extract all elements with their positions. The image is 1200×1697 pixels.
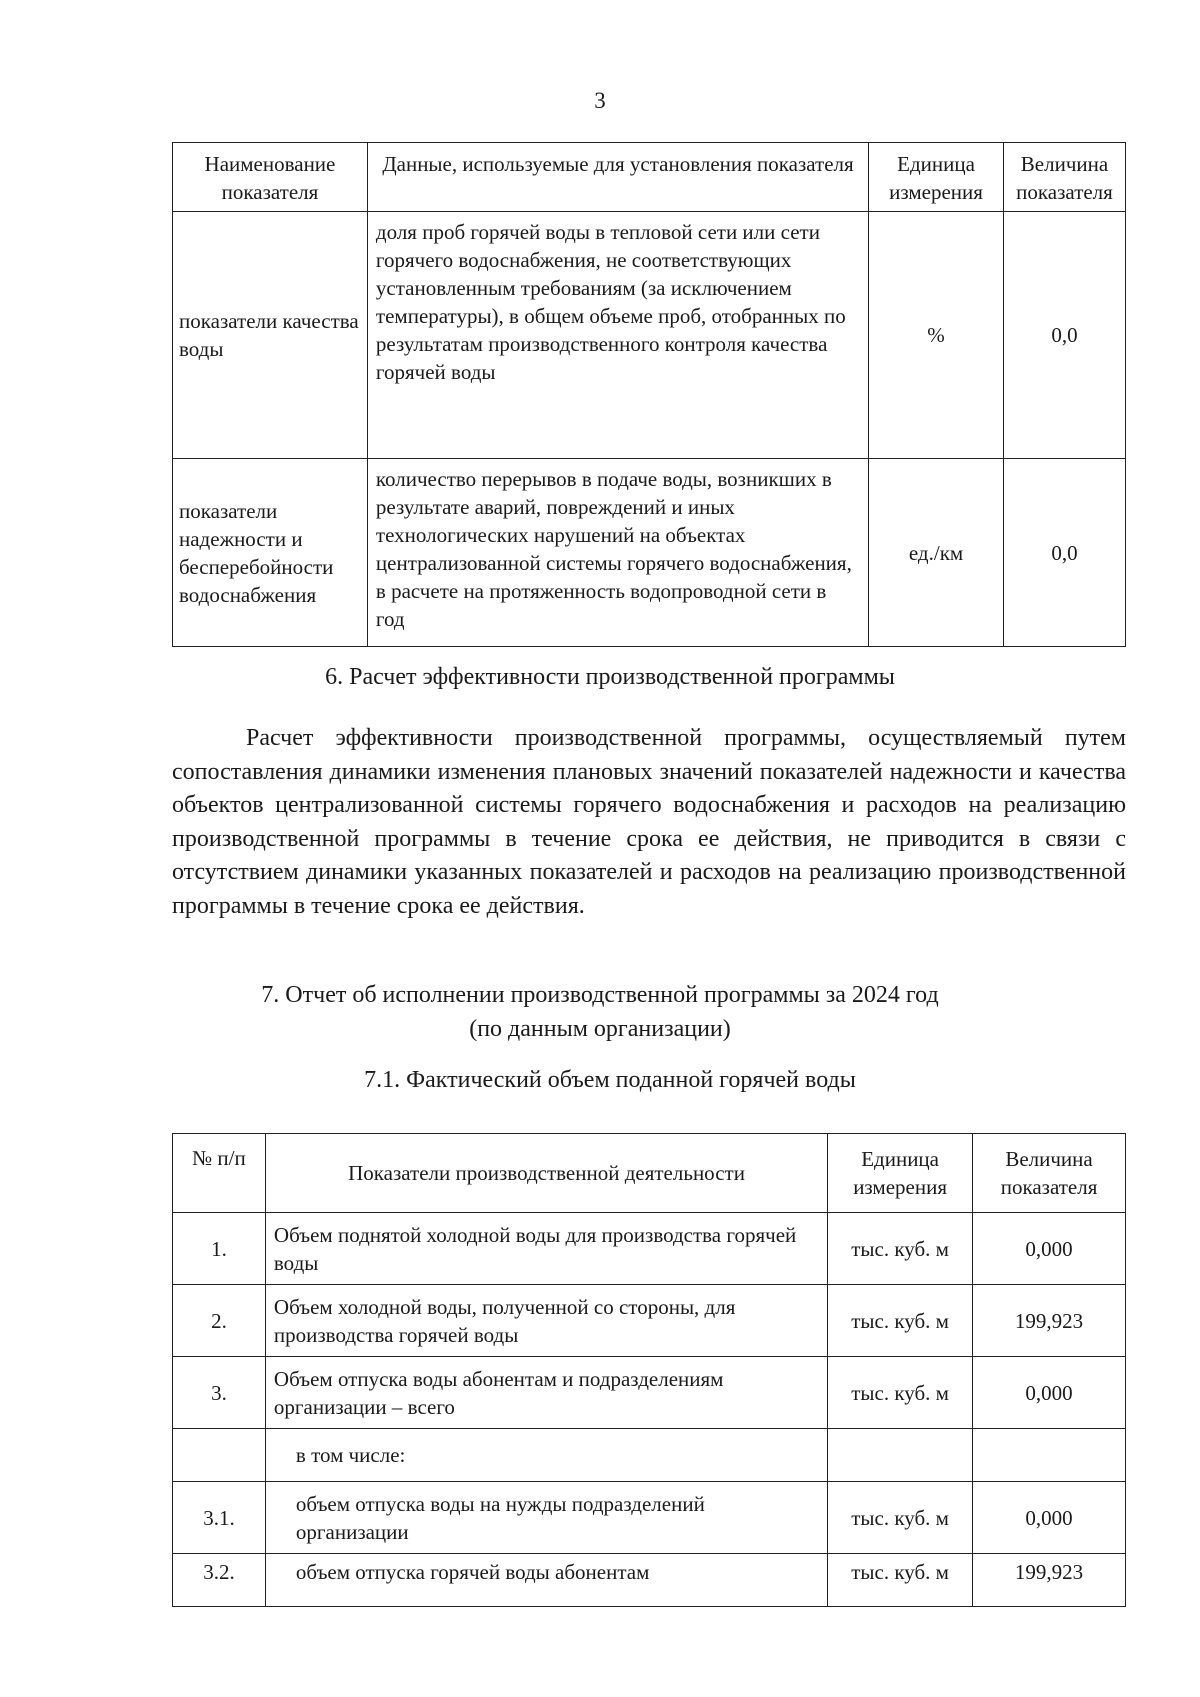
row-unit: тыс. куб. м [828, 1213, 973, 1285]
header-unit: Единица измерения [828, 1134, 973, 1213]
section-7-heading-line1: 7. Отчет об исполнении производственной программы за 2024 год [261, 982, 939, 1008]
row-number [173, 1429, 266, 1482]
row-indicator: Объем поднятой холодной воды для производства горячей воды [265, 1213, 827, 1285]
section-7-1-heading: 7.1. Фактический объем поданной горячей воды [364, 1067, 856, 1093]
row-value: 0,000 [973, 1357, 1126, 1429]
indicator-value: 0,0 [1004, 212, 1126, 459]
indicator-data: количество перерывов в подаче воды, возникших в результате аварий, повреждений и иных технологических нарушений на объектах централизованной системы горячего водоснабжения, в расчете на протяженность водопроводной сети в год [367, 459, 868, 647]
table-header-row [173, 143, 1126, 212]
header-unit: Единица измерения [869, 143, 1004, 212]
indicator-value: 0,0 [1004, 459, 1126, 647]
header-data-used: Данные, используемые для установления показателя [367, 143, 868, 212]
row-indicator: Объем холодной воды, полученной со стороны, для производства горячей воды [265, 1285, 827, 1357]
row-value: 0,000 [973, 1482, 1126, 1554]
quality-indicators-table [172, 142, 1126, 647]
row-indicator: объем отпуска воды на нужды подразделений организации [265, 1482, 827, 1554]
header-row-number: № п/п [173, 1134, 266, 1213]
section-7-heading [0, 978, 1200, 1046]
row-indicator: объем отпуска горячей воды абонентам [265, 1554, 827, 1607]
indicator-unit: % [869, 212, 1004, 459]
table-row [173, 1429, 1126, 1482]
header-value: Величина показателя [1004, 143, 1126, 212]
indicator-name: показатели надежности и бесперебойности водоснабжения [173, 459, 368, 647]
indicator-unit: ед./км [869, 459, 1004, 647]
row-number: 3.2. [173, 1554, 266, 1607]
table-row [173, 459, 1126, 647]
indicator-name: показатели качества воды [173, 212, 368, 459]
indicator-data: доля проб горячей воды в тепловой сети или сети горячего водоснабжения, не соответствующих установленным требованиям (за исключением температуры), в общем объеме проб, отобранных по результатам производственного контроля качества горячей воды [367, 212, 868, 459]
table-row [173, 1554, 1126, 1607]
section-6-paragraph: Расчет эффективности производственной программы, осуществляемый путем сопоставления динамики изменения плановых значений показателей надежности и качества объектов централизованной системы горячего водоснабжения и расходов на реализацию производственной программы в течение срока ее действия, не приводится в связи с отсутствием динамики указанных показателей и расходов на реализацию производственной программы в течение срока ее действия. [172, 725, 1126, 919]
row-unit: тыс. куб. м [828, 1482, 973, 1554]
table-row [173, 1213, 1126, 1285]
section-7-heading-line2: (по данным организации) [469, 1016, 731, 1042]
row-value: 0,000 [973, 1213, 1126, 1285]
row-value: 199,923 [973, 1285, 1126, 1357]
header-indicator: Показатели производственной деятельности [265, 1134, 827, 1213]
row-value [973, 1429, 1126, 1482]
row-unit: тыс. куб. м [828, 1285, 973, 1357]
row-unit: тыс. куб. м [828, 1554, 973, 1607]
table-header-row [173, 1134, 1126, 1213]
section-6-heading: 6. Расчет эффективности производственной программы [325, 664, 895, 690]
row-number: 2. [173, 1285, 266, 1357]
table-row [173, 1482, 1126, 1554]
header-indicator-name: Наименование показателя [173, 143, 368, 212]
row-number: 3. [173, 1357, 266, 1429]
row-unit: тыс. куб. м [828, 1357, 973, 1429]
table-row [173, 1285, 1126, 1357]
row-value: 199,923 [973, 1554, 1126, 1607]
page-number: 3 [594, 88, 606, 113]
row-unit [828, 1429, 973, 1482]
table-row [173, 1357, 1126, 1429]
row-indicator: в том числе: [265, 1429, 827, 1482]
row-number: 3.1. [173, 1482, 266, 1554]
hot-water-volume-table [172, 1133, 1126, 1607]
row-number: 1. [173, 1213, 266, 1285]
header-value: Величина показателя [973, 1134, 1126, 1213]
table-row [173, 212, 1126, 459]
row-indicator: Объем отпуска воды абонентам и подразделениям организации – всего [265, 1357, 827, 1429]
